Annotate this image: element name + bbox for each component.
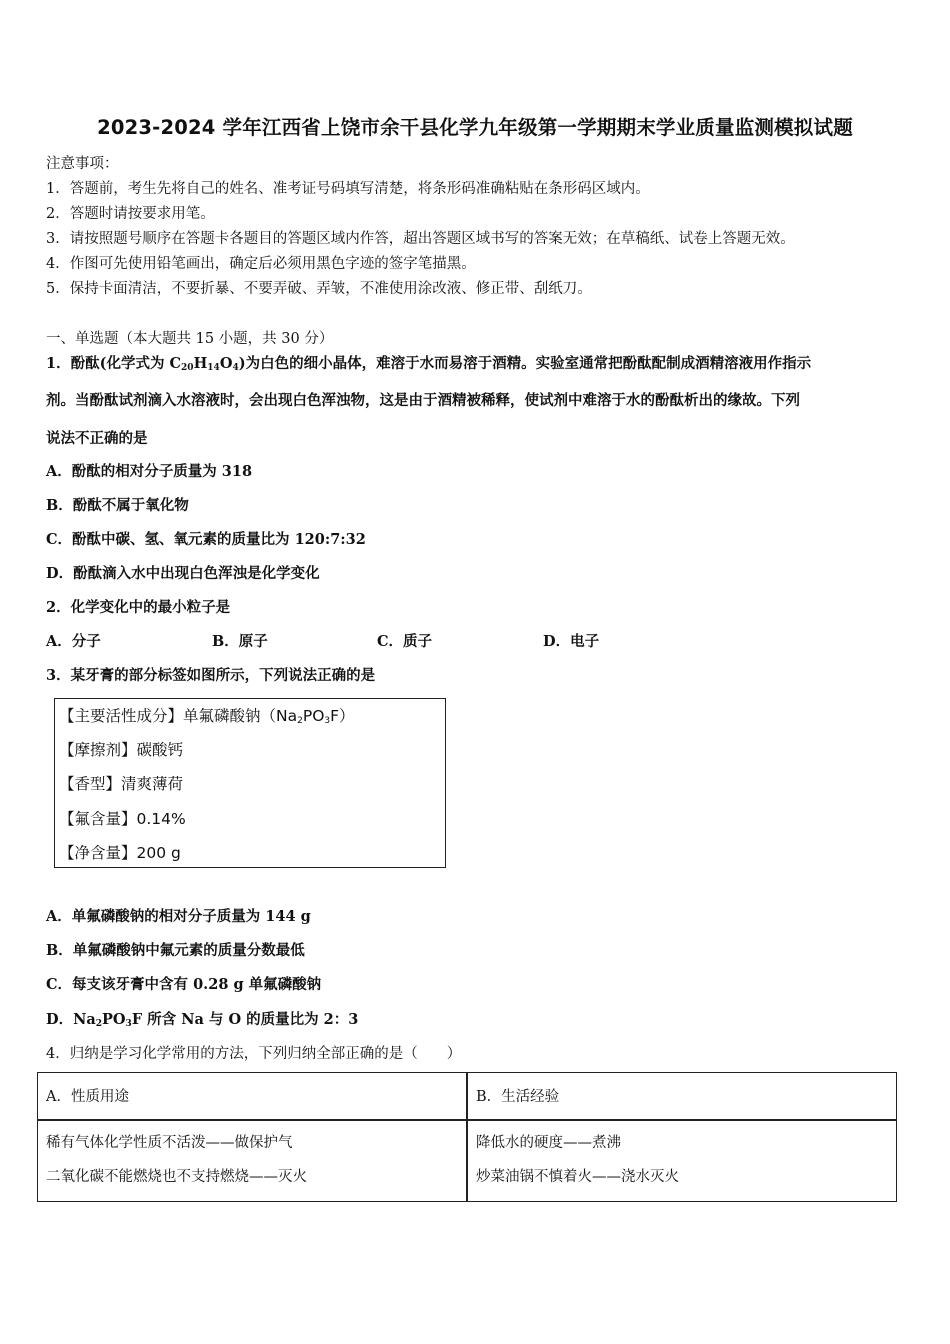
label-row-abrasive: 【摩擦剂】碳酸钙 bbox=[59, 741, 184, 759]
q1-sub-4: 4 bbox=[232, 363, 239, 373]
q3-option-d bbox=[46, 1008, 358, 1029]
label-row-ingredient bbox=[59, 704, 355, 726]
q4-a-line: 二氧化碳不能燃烧也不支持燃烧——灭火 bbox=[46, 1169, 307, 1185]
label-row-fluoride: 【氟含量】0.14% bbox=[59, 810, 186, 828]
notice-item: 2．答题时请按要求用笔。 bbox=[46, 206, 215, 222]
label-row-flavor: 【香型】清爽薄荷 bbox=[59, 775, 184, 793]
q2-option-a: A．分子 bbox=[46, 633, 101, 650]
q4-header-a: A．性质用途 bbox=[46, 1089, 129, 1105]
q3-option-a: A．单氟磷酸钠的相对分子质量为 144 g bbox=[46, 908, 311, 925]
q1-stem-line3: 说法不正确的是 bbox=[46, 430, 148, 447]
notice-item: 5．保持卡面清洁，不要折暴、不要弄破、弄皱，不准使用涂改液、修正带、刮纸刀。 bbox=[46, 281, 592, 297]
label-po: PO bbox=[302, 707, 325, 725]
q4-header-b: B．生活经验 bbox=[476, 1089, 560, 1105]
q1-stem-line2: 剂。当酚酞试剂滴入水溶液时，会出现白色浑浊物，这是由于酒精被稀释，使试剂中难溶于水的酚酞析出的缘故。下列 bbox=[46, 392, 800, 409]
q2-stem: 2．化学变化中的最小粒子是 bbox=[46, 599, 231, 616]
label-ingredient-suffix: F） bbox=[330, 707, 355, 725]
q1-o: O bbox=[219, 355, 233, 372]
q4-b-line: 炒菜油锅不慎着火——浇水灭火 bbox=[476, 1169, 679, 1185]
q4-table bbox=[37, 1072, 897, 1202]
notice-item: 4．作图可先使用铅笔画出，确定后必须用黑色字迹的签字笔描黑。 bbox=[46, 256, 476, 272]
q1-option-c: C．酚酞中碳、氢、氧元素的质量比为 120:7:32 bbox=[46, 531, 366, 548]
label-ingredient-prefix: 【主要活性成分】单氟磷酸钠（Na bbox=[59, 707, 298, 725]
q3-stem: 3．某牙膏的部分标签如图所示，下列说法正确的是 bbox=[46, 667, 376, 684]
q1-option-a: A．酚酞的相对分子质量为 318 bbox=[46, 463, 253, 480]
section-heading: 一、单选题（本大题共 15 小题，共 30 分） bbox=[46, 331, 334, 347]
q1-option-d: D．酚酞滴入水中出现白色浑浊是化学变化 bbox=[46, 565, 320, 582]
q4-b-line: 降低水的硬度——煮沸 bbox=[476, 1135, 621, 1151]
notice-heading: 注意事项： bbox=[46, 156, 119, 172]
q1-stem-rest: )为白色的细小晶体，难溶于水而易溶于酒精。实验室通常把酚酞配制成酒精溶液用作指示 bbox=[238, 355, 812, 372]
q2-option-c: C．质子 bbox=[377, 633, 433, 650]
q1-h: H bbox=[193, 355, 208, 372]
label-sub-2: 2 bbox=[297, 716, 303, 726]
q3-optd-prefix: D．Na bbox=[46, 1011, 96, 1028]
q1-sub-14: 14 bbox=[207, 363, 220, 373]
q1-option-b: B．酚酞不属于氧化物 bbox=[46, 497, 189, 514]
table-divider-horizontal bbox=[38, 1119, 896, 1121]
q3-option-b: B．单氟磷酸钠中氟元素的质量分数最低 bbox=[46, 942, 305, 959]
label-row-net: 【净含量】200 g bbox=[59, 844, 181, 862]
q2-option-b: B．原子 bbox=[212, 633, 268, 650]
q4-a-line: 稀有气体化学性质不活泼——做保护气 bbox=[46, 1135, 293, 1151]
q2-option-d: D．电子 bbox=[543, 633, 600, 650]
table-divider-vertical bbox=[466, 1073, 468, 1201]
q3-optd-sub-2: 2 bbox=[95, 1019, 102, 1029]
q4-stem: 4．归纳是学习化学常用的方法，下列归纳全部正确的是（ ） bbox=[46, 1046, 462, 1062]
q3-option-c: C．每支该牙膏中含有 0.28 g 单氟磷酸钠 bbox=[46, 976, 322, 993]
q1-sub-20: 20 bbox=[181, 363, 194, 373]
q3-optd-suffix: F 所含 Na 与 O 的质量比为 2：3 bbox=[131, 1011, 359, 1028]
toothpaste-label bbox=[54, 698, 446, 868]
q1-stem-line1 bbox=[46, 352, 811, 373]
page-title: 2023-2024 学年江西省上饶市余干县化学九年级第一学期期末学业质量监测模拟试题 bbox=[97, 116, 853, 139]
label-sub-3: 3 bbox=[324, 716, 331, 726]
q3-optd-po: PO bbox=[102, 1011, 126, 1028]
notice-item: 3．请按照题号顺序在答题卡各题目的答题区域内作答，超出答题区域书写的答案无效；在草稿纸、试卷上答题无效。 bbox=[46, 231, 795, 247]
q3-optd-sub-3: 3 bbox=[125, 1019, 132, 1029]
q1-stem-prefix: 1．酚酞(化学式为 C bbox=[46, 355, 182, 372]
notice-item: 1．答题前，考生先将自己的姓名、准考证号码填写清楚，将条形码准确粘贴在条形码区域内。 bbox=[46, 181, 650, 197]
